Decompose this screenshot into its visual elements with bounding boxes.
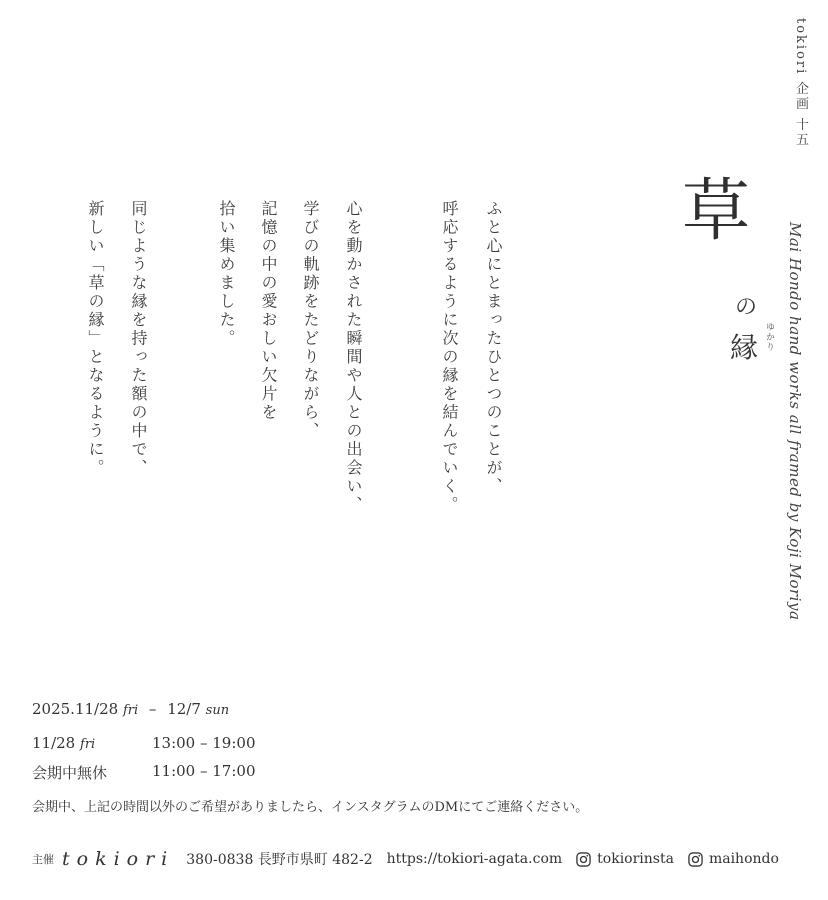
poem-line-1: ふと心にとまったひとつのことが、: [484, 200, 503, 496]
address: 380-0838 長野市県町 482-2: [186, 852, 373, 868]
schedule-note: 会期中、上記の時間以外のご希望がありましたら、インスタグラムのDMにてご連絡ください。: [32, 800, 589, 815]
date-range: [32, 700, 229, 718]
website-link[interactable]: https://tokiori-agata.com: [386, 851, 563, 867]
credit-english: Mai Hondo hand works all framed by Koji Moriya: [786, 222, 804, 621]
title-particle: の: [735, 295, 758, 320]
series-label: tokiori 企画 十五: [793, 18, 808, 148]
row1-day: fri: [80, 737, 96, 752]
footer: [32, 848, 812, 870]
instagram-icon: [688, 852, 703, 867]
instagram-tokiori[interactable]: [576, 851, 674, 867]
poem-line-4: 心を動かされた瞬間や人との出会い、: [344, 200, 363, 515]
range-end: 12/7: [167, 700, 201, 718]
host-label: 主催: [32, 853, 54, 866]
poem-line-5: 学びの軌跡をたどりながら、: [301, 200, 320, 441]
range-start: 2025.11/28: [32, 700, 119, 718]
tokiori-logo: tokiori: [62, 848, 175, 870]
range-dash: –: [148, 700, 157, 718]
range-end-day: sun: [205, 703, 230, 718]
instagram-handle-2: maihondo: [708, 851, 779, 867]
poem-line-9: 同じような縁を持った額の中で、: [129, 200, 148, 478]
instagram-handle-1: tokiorinsta: [597, 851, 674, 867]
instagram-icon: [576, 852, 591, 867]
schedule-row-1: [32, 734, 95, 752]
title-ruby: ゆかり: [764, 322, 774, 352]
title-second-char: 縁: [730, 331, 759, 364]
instagram-maihondo[interactable]: [688, 851, 779, 867]
poem-line-10: 新しい「草の縁」となるように。: [86, 200, 105, 478]
title-main-char: 草: [682, 172, 751, 251]
row1-date: 11/28: [32, 734, 76, 752]
row2-time: 11:00 – 17:00: [152, 762, 256, 780]
poem-line-7: 拾い集めました。: [217, 200, 236, 348]
row1-time: 13:00 – 19:00: [152, 734, 256, 752]
range-start-day: fri: [122, 703, 139, 718]
poem-line-2: 呼応するように次の縁を結んでいく。: [440, 200, 459, 515]
poem-line-6: 記憶の中の愛おしい欠片を: [259, 200, 278, 422]
row2-label: 会期中無休: [32, 764, 108, 782]
